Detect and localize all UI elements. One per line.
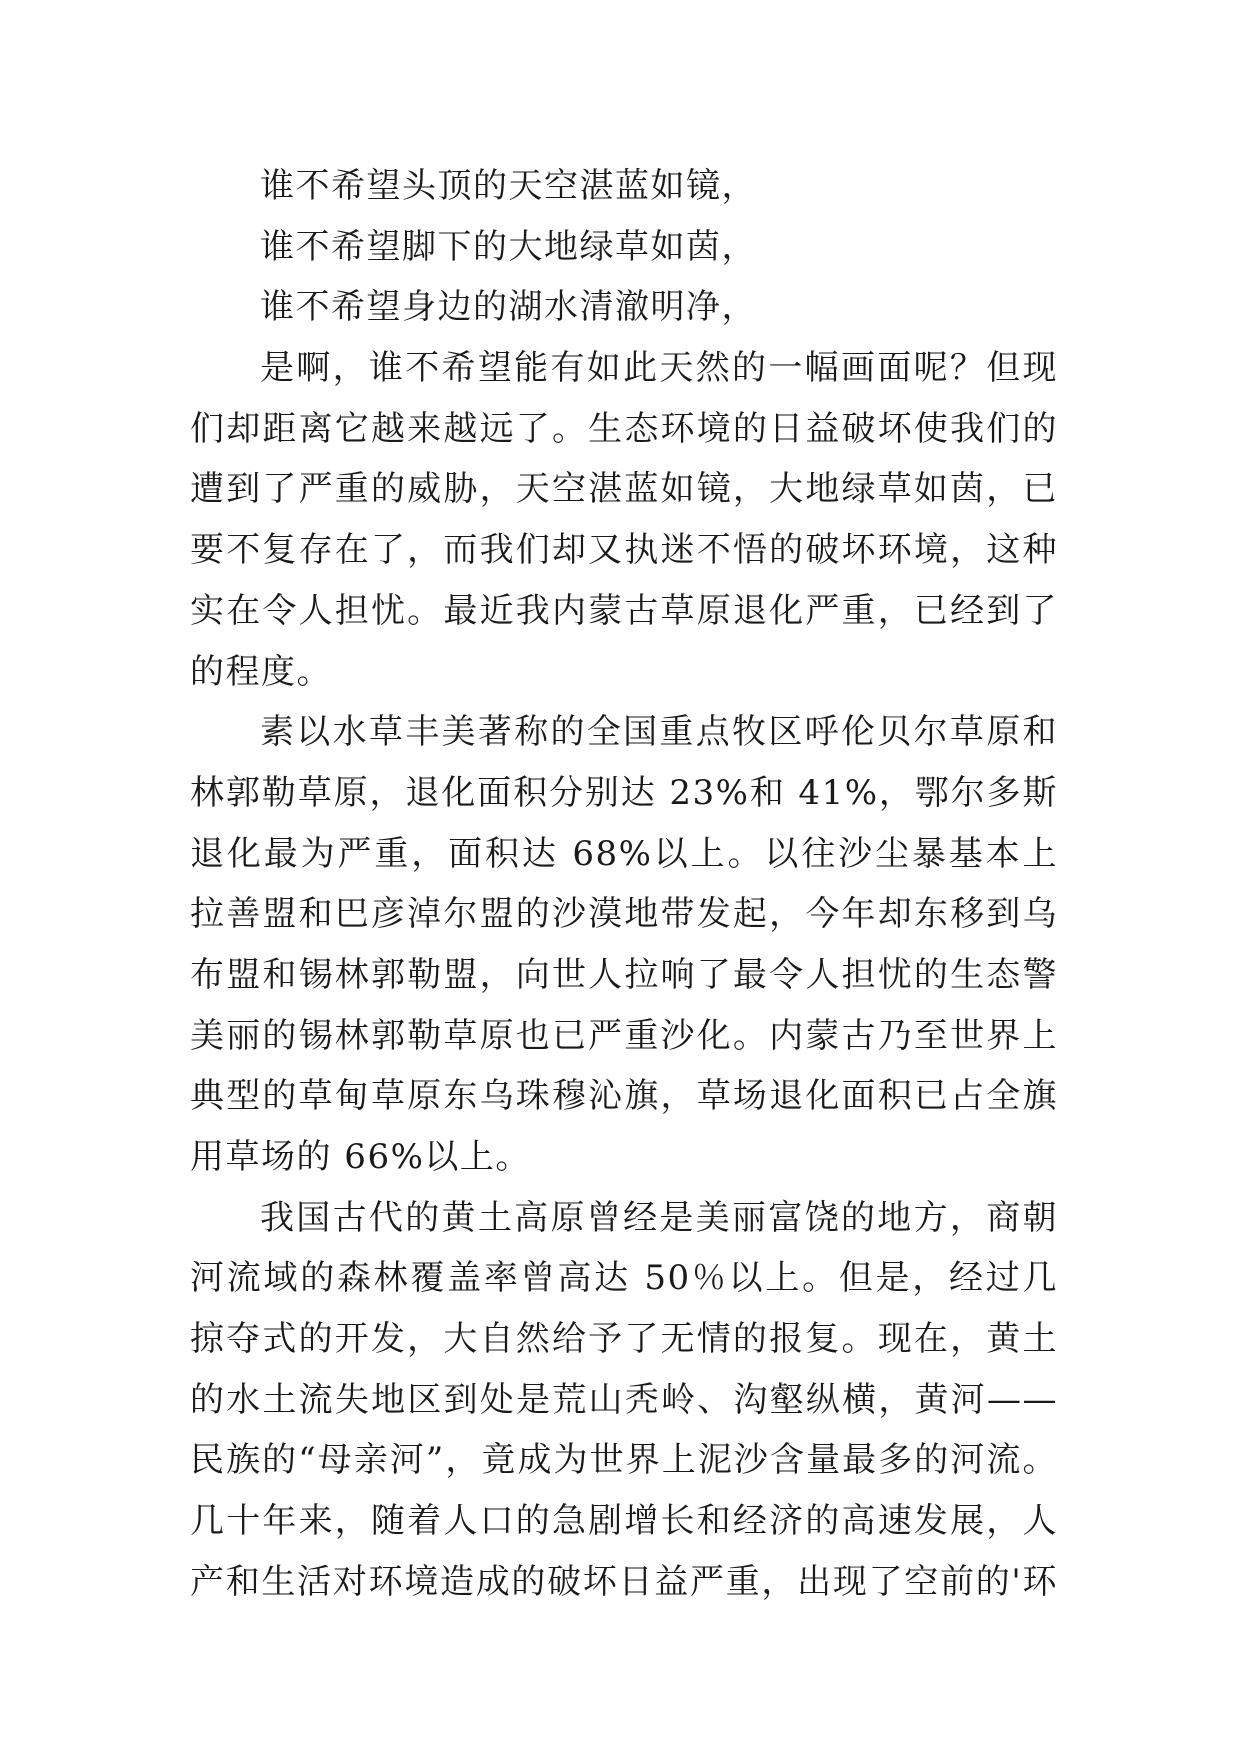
document-body: [190, 156, 1058, 1613]
text-line: 谁不希望头顶的天空湛蓝如镜，: [260, 166, 757, 206]
text-line: 布盟和锡林郭勒盟，向世人拉响了最令人担忧的生态警: [190, 954, 1058, 995]
text-line: 谁不希望脚下的大地绿草如茵，: [260, 226, 757, 267]
text-line: 河流域的森林覆盖率曾高达 50％以上。但是，经过几: [190, 1258, 1058, 1299]
text-line: 林郭勒草原，退化面积分别达 23%和 41%，鄂尔多斯: [190, 772, 1058, 813]
text-line: 产和生活对环境造成的破坏日益严重，出现了空前的'环: [190, 1561, 1058, 1602]
text-line: 拉善盟和巴彦淖尔盟的沙漠地带发起，今年却东移到乌: [190, 894, 1058, 935]
text-line: 们却距离它越来越远了。生态环境的日益破坏使我们的: [190, 408, 1058, 449]
text-line: 是啊，谁不希望能有如此天然的一幅画面呢？但现: [260, 348, 1058, 389]
text-line: 的程度。: [190, 651, 332, 692]
text-line: 素以水草丰美著称的全国重点牧区呼伦贝尔草原和: [260, 712, 1058, 753]
text-line: 民族的“母亲河”，竟成为世界上泥沙含量最多的河流。: [190, 1440, 1058, 1481]
text-line: 的水土流失地区到处是荒山秃岭、沟壑纵横，黄河——: [190, 1379, 1058, 1420]
text-line: 掠夺式的开发，大自然给予了无情的报复。现在，黄土: [190, 1319, 1058, 1360]
text-line: 要不复存在了，而我们却又执迷不悟的破坏环境，这种: [190, 530, 1058, 571]
text-line: 遭到了严重的威胁，天空湛蓝如镜，大地绿草如茵，已: [190, 469, 1058, 510]
text-line: 用草场的 66%以上。: [190, 1137, 531, 1177]
text-line: 美丽的锡林郭勒草原也已严重沙化。内蒙古乃至世界上: [190, 1015, 1058, 1056]
text-line: 退化最为严重，面积达 68%以上。以往沙尘暴基本上: [190, 833, 1058, 874]
text-line: 谁不希望身边的湖水清澈明净，: [260, 287, 757, 328]
text-line: 几十年来，随着人口的急剧增长和经济的高速发展，人: [190, 1501, 1058, 1542]
text-line: 典型的草甸草原东乌珠穆沁旗，草场退化面积已占全旗: [190, 1076, 1058, 1117]
text-line: 我国古代的黄土高原曾经是美丽富饶的地方，商朝: [260, 1197, 1058, 1238]
text-line: 实在令人担忧。最近我内蒙古草原退化严重，已经到了: [190, 590, 1058, 631]
